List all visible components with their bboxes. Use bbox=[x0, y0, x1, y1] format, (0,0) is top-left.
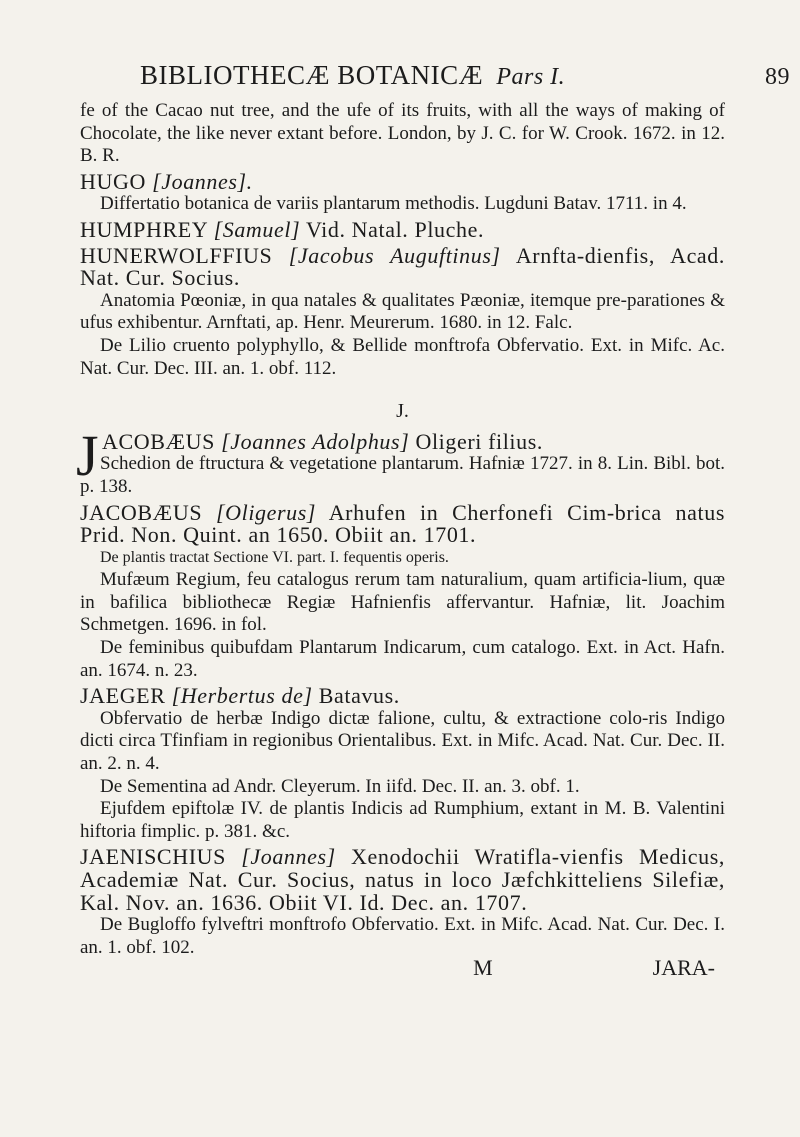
author-entry bbox=[80, 216, 725, 242]
page-number: 89 bbox=[765, 64, 790, 90]
author-entry bbox=[80, 499, 725, 548]
entry-note: De plantis tractat Sectione VI. part. I. fequentis operis. bbox=[100, 548, 449, 566]
author-given: [Joannes Adolphus] bbox=[221, 428, 410, 454]
author-info: Arnfta-dienfis, Acad. Nat. Cur. Socius. bbox=[80, 242, 725, 291]
entry-paragraph: Obfervatio de herbæ Indigo dictæ falione, cultu, & extractione colo-ris Indigo dicti circa Tfinfiam in regionibus Orientalibus. Ext. in Mifc. Acad. Nat. Cur. Dec. II. an. 2. n. 4. bbox=[80, 707, 725, 775]
author-given: [Samuel] bbox=[213, 216, 301, 242]
header-part: Pars I. bbox=[496, 64, 566, 90]
author-info: Oligeri filius. bbox=[415, 428, 544, 454]
entry-paragraph: Ejufdem epiftolæ IV. de plantis Indicis ad Rumphium, extant in M. B. Valentini hiftoria fimplic. p. 381. &c. bbox=[80, 798, 725, 842]
entry-paragraph: De Lilio cruento polyphyllo, & Bellide monftrofa Obfervatio. Ext. in Mifc. Ac. Nat. Cur. Dec. III. an. 1. obf. 112. bbox=[80, 334, 725, 379]
entry-paragraph: Mufæum Regium, feu catalogus rerum tam naturalium, quam artificia-lium, quæ in bafilica bibliothecæ Regiæ Hafnienfis affervantur. Hafniæ, lit. Joachim Schmetgen. 1696. in fol. bbox=[80, 569, 725, 636]
author-name: HUMPHREY bbox=[80, 216, 208, 242]
author-entry bbox=[80, 168, 725, 194]
author-given: [Joannes]. bbox=[152, 168, 253, 194]
author-info: Arhufen in Cherfonefi Cim-brica natus Prid. Non. Quint. an 1650. Obiit an. 1701. bbox=[80, 499, 725, 548]
author-name: JACOBÆUS bbox=[80, 499, 203, 525]
author-info: Vid. Natal. Pluche. bbox=[305, 216, 485, 242]
signature-mark: M bbox=[473, 955, 493, 981]
author-name: HUGO bbox=[80, 168, 146, 194]
entry-paragraph: De Bugloffo fylveftri monftrofo Obfervatio. Ext. in Mifc. Acad. Nat. Cur. Dec. I. an. 1. obf. 102. bbox=[80, 914, 725, 958]
author-given: [Herbertus de] bbox=[171, 683, 313, 709]
entry-paragraph: De Sementina ad Andr. Cleyerum. In iifd. Dec. II. an. 3. obf. 1. bbox=[100, 775, 580, 797]
section-letter: J. bbox=[396, 400, 409, 423]
author-name: JAENISCHIUS bbox=[80, 844, 226, 870]
entry-text: fe of the Cacao nut tree, and the ufe of its fruits, with all the ways of making of Chocolate, the like never extant before. London, by J. C. for W. Crook. 1672. in 12. B. R. bbox=[80, 100, 725, 167]
author-entry bbox=[80, 242, 725, 291]
author-info: Batavus. bbox=[318, 683, 400, 709]
page-body bbox=[76, 100, 726, 981]
author-name: HUNERWOLFFIUS bbox=[80, 242, 273, 268]
author-given: [Oligerus] bbox=[215, 499, 317, 525]
entry-paragraph: Schedion de ftructura & vegetatione plantarum. Hafniæ 1727. in 8. Lin. Bibl. bot. p. 138. bbox=[80, 453, 725, 497]
running-header bbox=[140, 60, 790, 91]
entry-paragraph: De feminibus quibufdam Plantarum Indicarum, cum catalogo. Ext. in Act. Hafn. an. 1674. n. 23. bbox=[80, 637, 725, 681]
drop-cap: J bbox=[76, 422, 100, 488]
catchword: JARA- bbox=[652, 955, 715, 981]
author-name: JAEGER bbox=[80, 683, 166, 709]
author-given: [Jacobus Auguftinus] bbox=[288, 242, 501, 268]
author-name: ACOBÆUS bbox=[102, 428, 216, 454]
author-info: Xenodochii Wratifla-vienfis Medicus, Academiæ Nat. Cur. Socius, natus in loco Jæfchkitteliens Silefiæ, Kal. Nov. an. 1636. Obiit VI. Id. Dec. an. 1707. bbox=[80, 844, 726, 915]
page-footer bbox=[80, 957, 725, 980]
entry-paragraph: Differtatio botanica de variis plantarum methodis. Lugduni Batav. 1711. in 4. bbox=[100, 193, 687, 215]
author-given: [Joannes] bbox=[241, 844, 336, 870]
author-entry bbox=[80, 685, 725, 708]
entry-paragraph: Anatomia Pœoniæ, in qua natales & qualitates Pæoniæ, itemque pre-parationes & ufus exhibentur. Arnftati, ap. Henr. Meurerum. 1680. in 12. Falc. bbox=[80, 289, 725, 334]
author-entry bbox=[80, 846, 725, 914]
header-title: BIBLIOTHECÆ BOTANICÆ bbox=[140, 60, 484, 90]
